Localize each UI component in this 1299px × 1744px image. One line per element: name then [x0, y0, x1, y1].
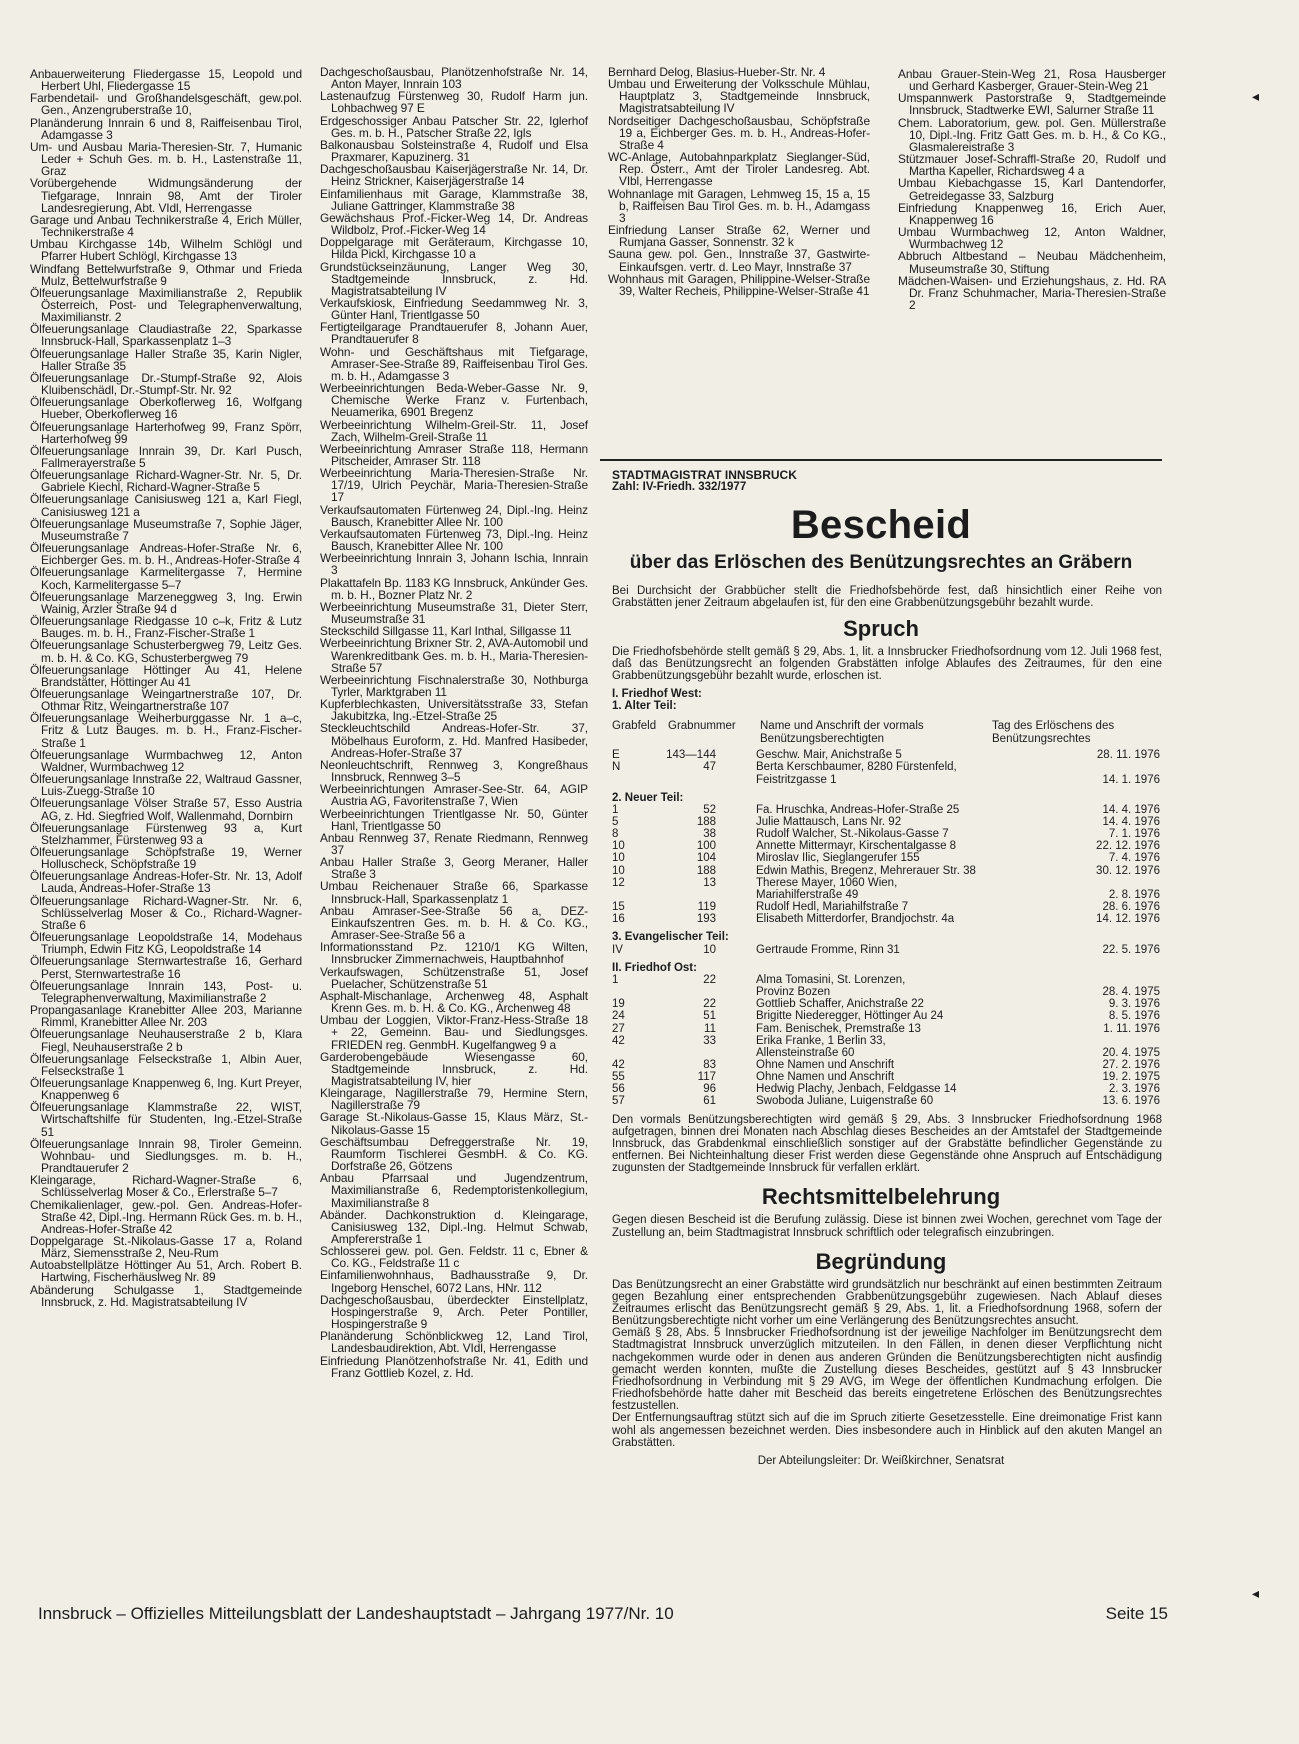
- column-1-building-permits: [30, 68, 302, 1308]
- permit-entry: Ölfeuerungsanlage Claudiastraße 22, Sparkasse Innsbruck-Hall, Sparkassenplatz 1–3: [30, 322, 302, 349]
- table-row: [612, 865, 1162, 877]
- begruendung-heading: Begründung: [815, 1248, 947, 1274]
- grave-field: [612, 986, 656, 998]
- permit-entry: Vorübergehende Widmungsänderung der Tiefgarage, Innrain 98, Amt der Tiroler Landesregierung, Abt. VIdl, Herrengasse: [30, 176, 302, 215]
- grave-number: 61: [703, 1095, 716, 1108]
- cell-spacer: [716, 1059, 756, 1071]
- grave-field: 19: [612, 998, 625, 1011]
- permit-entry: Ölfeuerungsanlage Weiherburggasse Nr. 1 a–c, Fritz & Lutz Bauges. m. b. H., Franz-Fischer-Straße 1: [30, 711, 302, 750]
- permit-entry: Propangasanlage Kranebitter Allee 203, Marianne Rimml, Kranebitter Allee Nr. 203: [30, 1003, 302, 1030]
- holder-name-address: Allensteinstraße 60: [756, 1046, 855, 1059]
- grave-number: 38: [703, 828, 716, 841]
- holder-name-address: Gertraude Fromme, Rinn 31: [756, 943, 900, 956]
- grave-number: 188: [696, 816, 716, 828]
- permit-entry: Ölfeuerungsanlage Museumstraße 7, Sophie Jäger, Museumstraße 7: [30, 516, 302, 543]
- cell-spacer: [716, 877, 756, 889]
- permit-entry: Grundstückseinzäunung, Langer Weg 30, Stadtgemeinde Innsbruck, z. Hd. Magistratsabteilung IV: [320, 259, 588, 298]
- grave-number: 22: [703, 973, 716, 986]
- grave-field: 8: [612, 828, 619, 841]
- grave-field: 55: [612, 1071, 625, 1084]
- permit-entry: Ölfeuerungsanlage Marzeneggweg 3, Ing. Erwin Wainig, Arzler Straße 94 d: [30, 589, 302, 616]
- permit-entry: Chem. Laboratorium, gew. pol. Gen. Müllerstraße 10, Dipl.-Ing. Fritz Gatt Ges. m. b. H., & Co KG., Glasmalereistraße 3: [898, 115, 1166, 154]
- holder-name-address: Gottlieb Schaffer, Anichstraße 22: [756, 998, 924, 1011]
- permit-entry: Werbeeinrichtungen Trientlgasse Nr. 50, Günter Hanl, Trientlgasse 50: [320, 806, 588, 833]
- permit-entry: Einfamilienhaus mit Garage, Klammstraße 38, Juliane Gattringer, Klammstraße 38: [320, 186, 588, 213]
- cemetery-section-heading: 1. Alter Teil:: [612, 700, 677, 713]
- cell-spacer: [716, 913, 756, 925]
- permit-entry: WC-Anlage, Autobahnparkplatz Sieglanger-Süd, Rep. Österr., Amt der Tiroler Landesreg. Abt. VIbl, Herrengasse: [608, 150, 870, 189]
- permit-entry: Fertigteilgarage Prandtauerufer 8, Johann Auer, Prandtauerufer 8: [320, 320, 588, 347]
- cell-spacer: [716, 816, 756, 828]
- permit-entry: Abbruch Altbestand – Neubau Mädchenheim, Museumstraße 30, Stiftung: [898, 249, 1166, 276]
- holder-name-address: Rudolf Walcher, St.-Nikolaus-Gasse 7: [756, 828, 949, 841]
- permit-entry: Verkaufskiosk, Einfriedung Seedammweg Nr. 3, Günter Hanl, Trientlgasse 50: [320, 295, 588, 323]
- permit-entry: Anbau Amraser-See-Straße 56 a, DEZ-Einkaufszentren Ges. m. b. H. & Co. KG., Amraser-See-Straße 56 a: [320, 903, 588, 943]
- permit-entry: Ölfeuerungsanlage Schöpfstraße 19, Werner Holluscheck, Schöpfstraße 19: [30, 845, 302, 872]
- grave-number: 51: [703, 1010, 716, 1023]
- table-column-headers: [612, 720, 1162, 745]
- permit-entry: Umbau der Loggien, Viktor-Franz-Hess-Straße 18 + 22, Gemeinn. Bau- und Siedlungsges. FRIEDEN reg. GenmbH. Kugelfangweg 9 a: [320, 1013, 588, 1052]
- grave-number: 119: [697, 901, 716, 914]
- grave-number: 188: [696, 864, 716, 877]
- cell-spacer: [716, 852, 756, 864]
- grave-field: 42: [612, 1034, 625, 1047]
- table-row: [612, 804, 1162, 816]
- begruendung-paragraph-1: Das Benützungsrecht an einer Grabstätte wird grundsätzlich nur beschränkt auf einen bestimmten Zeitraum gegen Bezahlung einer entsprechenden Grabbenützungsgebühr zugewiesen. Nach Ablauf dieses Zeitraumes erlischt das Benützungsrecht gemäß § 29, Abs. 1, lit. a Friedhofsordnung 1968, sofern der Benützungsberechtigte nicht vorher um eine Verlängerung des Benützungsrechtes ansucht.: [612, 1278, 1162, 1328]
- table-row: [612, 901, 1162, 913]
- permit-entry: Ölfeuerungsanlage Riedgasse 10 c–k, Fritz & Lutz Bauges. m. b. H., Franz-Fischer-Straße 1: [30, 614, 302, 641]
- permit-entry: Planänderung Schönblickweg 12, Land Tirol, Landesbaudirektion, Abt. VIdl, Herrengasse: [320, 1329, 588, 1356]
- cell-spacer: [716, 804, 756, 816]
- grave-field: 27: [612, 1022, 625, 1035]
- expiry-date: 1. 11. 1976: [1103, 1022, 1160, 1035]
- grave-number: 11: [704, 1022, 716, 1035]
- permit-entry: Ölfeuerungsanlage Fürstenweg 93 a, Kurt Stelzhammer, Fürstenweg 93 a: [30, 820, 302, 847]
- expiry-date: 14. 1. 1976: [1102, 773, 1160, 786]
- permit-entry: Ölfeuerungsanlage Wurmbachweg 12, Anton Waldner, Wurmbachweg 12: [30, 747, 302, 774]
- authority-name: STADTMAGISTRAT INNSBRUCK: [612, 468, 797, 482]
- cell-spacer: [716, 974, 756, 986]
- spruch-heading: Spruch: [843, 615, 919, 641]
- permit-entry: Schlosserei gew. pol. Gen. Feldstr. 11 c, Ebner & Co. KG., Feldstraße 11 c: [320, 1244, 588, 1271]
- grave-number: 33: [703, 1034, 716, 1047]
- permit-entry: Ölfeuerungsanlage Oberkoflerweg 16, Wolfgang Hueber, Oberkoflerweg 16: [30, 395, 302, 422]
- permit-entry: Doppelgarage mit Geräteraum, Kirchgasse 10, Hilda Pickl, Kirchgasse 10 a: [320, 235, 588, 262]
- permit-entry: Ölfeuerungsanlage Richard-Wagner-Str. Nr. 5, Dr. Gabriele Kiechl, Richard-Wagner-Straße 5: [30, 468, 302, 495]
- grave-number: 143—144: [666, 749, 716, 762]
- permit-entry: Autoabstellplätze Höttinger Au 51, Arch. Robert B. Hartwing, Fischerhäuslweg Nr. 89: [30, 1258, 302, 1285]
- grave-field: 57: [612, 1095, 625, 1108]
- permit-entry: Doppelgarage St.-Nikolaus-Gasse 17 a, Roland März, Siemensstraße 2, Neu-Rum: [30, 1234, 302, 1261]
- permit-entry: Einfriedung Knappenweg 16, Erich Auer, Knappenweg 16: [898, 200, 1166, 227]
- holder-name-address: Provinz Bozen: [756, 986, 831, 999]
- table-row: [612, 816, 1162, 828]
- permit-entry: Werbeeinrichtungen Beda-Weber-Gasse Nr. 9, Chemische Werke Franz v. Furtenbach, Neuamerika, 6901 Bregenz: [320, 381, 588, 420]
- column-header-name: Name und Anschrift der vormals Benützungsberechtigten: [760, 720, 924, 745]
- cell-spacer: [716, 1071, 756, 1083]
- expiry-date: [1056, 761, 1160, 773]
- grave-number: 22: [703, 998, 716, 1011]
- expiry-date: 22. 5. 1976: [1102, 943, 1160, 956]
- permit-entry: Wohn- und Geschäftshaus mit Tiefgarage, Amraser-See-Straße 89, Raiffeisenbau Tirol Ges. m. b. H., Adamgasse 3: [320, 344, 588, 383]
- permit-entry: Wohnhaus mit Garagen, Philippine-Welser-Straße 39, Walter Recheis, Philippine-Welser-Straße 41: [608, 271, 870, 298]
- holder-name-address: Mariahilferstraße 49: [756, 888, 859, 901]
- permit-entry: Einfriedung Planötzenhofstraße Nr. 41, Edith und Franz Gottlieb Kozel, z. Hd.: [320, 1353, 588, 1380]
- permit-entry: Ölfeuerungsanlage Dr.-Stumpf-Straße 92, Alois Kluibenschädl, Dr.-Stumpf-Str. Nr. 92: [30, 370, 302, 398]
- cell-spacer: [716, 998, 756, 1010]
- expiry-date: 9. 3. 1976: [1108, 998, 1160, 1011]
- cell-spacer: [716, 986, 756, 998]
- holder-name-address: Berta Kerschbaumer, 8280 Fürstenfeld,: [756, 761, 957, 774]
- grave-field: [612, 1047, 656, 1059]
- table-row: [612, 974, 1162, 986]
- permit-entry: Farbendetail- und Großhandelsgeschäft, gew.pol. Gen., Anzengruberstraße 10,: [30, 91, 302, 118]
- permit-entry: Anbau Rennweg 37, Renate Riedmann, Rennweg 37: [320, 830, 588, 857]
- permit-entry: Lastenaufzug Fürstenweg 30, Rudolf Harm jun. Lohbachweg 97 E: [320, 89, 588, 116]
- table-row: [612, 852, 1162, 864]
- grave-field: 15: [612, 901, 625, 914]
- holder-name-address: Feistritzgasse 1: [756, 773, 837, 786]
- rechtsmittel-heading: Rechtsmittelbelehrung: [761, 1184, 1001, 1210]
- permit-entry: Nordseitiger Dachgeschoßausbau, Schöpfstraße 19 a, Eichberger Ges. m. b. H., Andreas-Hofer-Straße 4: [608, 113, 870, 152]
- grave-field: 1: [612, 973, 619, 986]
- page-number: Seite 15: [1105, 1604, 1168, 1623]
- spruch-paragraph: Die Friedhofsbehörde stellt gemäß § 29, Abs. 1, lit. a Innsbrucker Friedhofsordnung vom 12. Juli 1968 fest, daß das Benützungsrecht an folgenden Grabstätten infolge Ablaufes des Zeitraumes, für den eine Grabbenützungsgebühr bezahlt wurde, erloschen ist.: [612, 645, 1162, 682]
- permit-entry: Ölfeuerungsanlage Innrain 98, Tiroler Gemeinn. Wohnbau- und Siedlungsges. m. b. H., Prandtauerufer 2: [30, 1136, 302, 1176]
- permit-entry: Steckschild Sillgasse 11, Karl Inthal, Sillgasse 11: [320, 624, 572, 639]
- permit-entry: Windfang Bettelwurfstraße 9, Othmar und Frieda Mulz, Bettelwurfstraße 9: [30, 261, 302, 288]
- permit-entry: Bernhard Delog, Blasius-Hueber-Str. Nr. 4: [608, 65, 826, 79]
- holder-name-address: Hedwig Plachy, Jenbach, Feldgasse 14: [756, 1083, 957, 1096]
- table-row: [612, 1047, 1162, 1059]
- cell-spacer: [716, 1035, 756, 1047]
- column-header-date: Tag des Erlöschens des Benützungsrechtes: [992, 720, 1115, 745]
- table-row: [612, 1071, 1162, 1083]
- permit-entry: Anbau Grauer-Stein-Weg 21, Rosa Hausberger und Gerhard Kasberger, Grauer-Stein-Weg 21: [898, 67, 1166, 94]
- expiry-date: 7. 1. 1976: [1108, 828, 1160, 841]
- permit-entry: Geschäftsumbau Defreggerstraße Nr. 19, Raumform Tischlerei GesmbH. & Co. KG. Dorfstraße 26, Götzens: [320, 1134, 588, 1174]
- column-header-grabnummer: Grabnummer: [668, 720, 736, 733]
- permit-entry: Ölfeuerungsanlage Innstraße 22, Waltraud Gassner, Luis-Zuegg-Straße 10: [30, 772, 302, 799]
- column-4-building-permits: [898, 68, 1166, 311]
- grave-field: IV: [612, 943, 623, 956]
- permit-entry: Werbeeinrichtungen Amraser-See-Str. 64, AGIP Austria AG, Favoritenstraße 7, Wien: [320, 782, 588, 809]
- holder-name-address: Annette Mittermayr, Kirschentalgasse 8: [756, 840, 957, 853]
- permit-entry: Werbeeinrichtung Brixner Str. 2, AVA-Automobil und Warenkreditbank Ges. m. b. H., Maria-Theresien-Straße 57: [320, 636, 588, 675]
- permit-entry: Anbau Haller Straße 3, Georg Meraner, Haller Straße 3: [320, 855, 588, 882]
- permit-entry: Plakattafeln Bp. 1183 KG Innsbruck, Ankünder Ges. m. b. H., Bozner Platz Nr. 2: [320, 575, 588, 602]
- permit-entry: Verkaufswagen, Schützenstraße 51, Josef Puelacher, Schützenstraße 51: [320, 964, 588, 991]
- grave-field: 10: [612, 852, 625, 865]
- holder-name-address: Alma Tomasini, St. Lorenzen,: [756, 973, 906, 986]
- permit-entry: Werbeeinrichtung Innrain 3, Johann Ischia, Innrain 3: [320, 551, 588, 578]
- expiry-date: 13. 6. 1976: [1102, 1095, 1160, 1108]
- grave-number: 193: [696, 913, 716, 926]
- grave-field: 1: [612, 803, 619, 816]
- cell-spacer: [716, 1095, 756, 1107]
- holder-name-address: Therese Mayer, 1060 Wien,: [756, 876, 898, 889]
- permit-entry: Sauna gew. pol. Gen., Innstraße 37, Gastwirte-Einkaufsgen. vertr. d. Leo Mayr, Innstraße 37: [608, 247, 870, 274]
- permit-entry: Garage und Anbau Technikerstraße 4, Erich Müller, Technikerstraße 4: [30, 212, 302, 240]
- permit-entry: Abänder. Dachkonstruktion d. Kleingarage, Canisiusweg 132, Dipl.-Ing. Helmut Schwab, Ampfererstraße 1: [320, 1207, 588, 1246]
- permit-entry: Werbeeinrichtung Fischnalerstraße 30, Nothburga Tyrler, Marktgraben 11: [320, 672, 588, 699]
- cell-spacer: [716, 865, 756, 877]
- permit-entry: Ölfeuerungsanlage Andreas-Hofer-Str. Nr. 13, Adolf Lauda, Andreas-Hofer-Straße 13: [30, 869, 302, 896]
- permit-entry: Abänderung Schulgasse 1, Stadtgemeinde Innsbruck, z. Hd. Magistratsabteilung IV: [30, 1282, 302, 1309]
- permit-entry: Ölfeuerungsanlage Richard-Wagner-Str. Nr. 6, Schlüsselverlag Moser & Co., Richard-Wagner-Straße 6: [30, 893, 302, 932]
- expiry-date: 27. 2. 1976: [1102, 1058, 1160, 1071]
- permit-entry: Erdgeschossiger Anbau Patscher Str. 22, Iglerhof Ges. m. b. H., Patscher Straße 22, Igls: [320, 113, 588, 140]
- begruendung-paragraph-2: Gemäß § 28, Abs. 5 Innsbrucker Friedhofsordnung ist der jeweilige Nachfolger im Benützungsrecht dem Stadtmagistrat Innsbruck unverzüglich mitzuteilen. In den Fällen, in denen dieser Verpflichtung nicht nachgekommen wurde oder in denen aus anderen Gründen die Benützungsberechtigten nicht ausfindig gemacht werden konnten, mußte die Zustellung dieses Bescheides, gestützt auf § 43 Innsbrucker Friedhofsordnung in Verbindung mit § 29 AVG, im Wege der öffentlichen Kundmachung erfolgen. Die Friedhofsbehörde hatte daher mit Bescheid das bereits eingetretene Erlöschen des Benützungsrechtes festzustellen.: [612, 1327, 1162, 1413]
- column-3-building-permits: [608, 66, 870, 297]
- table-row: [612, 998, 1162, 1010]
- permit-entry: Ölfeuerungsanlage Weingartnerstraße 107, Dr. Othmar Ritz, Weingartnerstraße 107: [30, 686, 302, 714]
- cemetery-section-heading: 3. Evangelischer Teil:: [612, 931, 729, 944]
- grave-field: 42: [612, 1058, 625, 1071]
- permit-entry: Ölfeuerungsanlage Schusterbergweg 79, Leitz Ges. m. b. H. & Co. KG, Schusterbergweg 79: [30, 638, 302, 665]
- permit-entry: Ölfeuerungsanlage Leopoldstraße 14, Modehaus Triumph, Edwin Fitz KG, Leopoldstraße 14: [30, 930, 302, 957]
- permit-entry: Neonleuchtschrift, Rennweg 3, Kongreßhaus Innsbruck, Rennweg 3–5: [320, 757, 588, 785]
- holder-name-address: Swoboda Juliane, Luigenstraße 60: [756, 1095, 934, 1108]
- grave-field: 16: [612, 913, 625, 926]
- permit-entry: Ölfeuerungsanlage Knappenweg 6, Ing. Kurt Preyer, Knappenweg 6: [30, 1075, 302, 1103]
- table-row: [612, 1035, 1162, 1047]
- expiry-date: 14. 4. 1976: [1102, 816, 1160, 828]
- holder-name-address: Brigitte Niederegger, Höttinger Au 24: [756, 1010, 944, 1023]
- permit-entry: Ölfeuerungsanlage Höttinger Au 41, Helene Brandstätter, Höttinger Au 41: [30, 662, 302, 689]
- table-row: [612, 1095, 1162, 1107]
- expiry-date: 22. 12. 1976: [1096, 840, 1160, 853]
- expiry-date: [1056, 974, 1160, 986]
- signature-line: Der Abteilungsleiter: Dr. Weißkirchner, Senatsrat: [757, 1454, 1005, 1467]
- permit-entry: Ölfeuerungsanlage Neuhauserstraße 2 b, Klara Fiegl, Neuhauserstraße 2 b: [30, 1027, 302, 1054]
- permit-entry: Umbau Wurmbachweg 12, Anton Waldner, Wurmbachweg 12: [898, 225, 1166, 252]
- permit-entry: Planänderung Innrain 6 und 8, Raiffeisenbau Tirol, Adamgasse 3: [30, 115, 302, 142]
- holder-name-address: Elisabeth Mitterdorfer, Brandjochstr. 4a: [756, 913, 955, 926]
- grave-number: 52: [703, 803, 716, 816]
- permit-entry: Umspannwerk Pastorstraße 9, Stadtgemeinde Innsbruck, Stadtwerke EWI, Salurner Straße 11: [898, 91, 1166, 118]
- table-row: [612, 986, 1162, 998]
- permit-entry: Ölfeuerungsanlage Innrain 39, Dr. Karl Pusch, Fallmerayerstraße 5: [30, 443, 302, 470]
- permit-entry: Umbau Reichenauer Straße 66, Sparkasse Innsbruck-Hall, Sparkassenplatz 1: [320, 879, 588, 906]
- removal-order-paragraph: Den vormals Benützungsberechtigten wird gemäß § 29, Abs. 3 Innsbrucker Friedhofsordnung 1968 aufgetragen, binnen drei Monaten nach Abschlag dieses Bescheides an der Amtstafel der Stadtgemeinde Innsbruck, das Grabdenkmal einschließlich sonstiger auf der Grabstätte befindlicher Gegenstände zu entfernen. Bei Nichteinhaltung dieser Frist werden diese Gegenstände ohne Anspruch auf Entschädigung zugunsten der Stadtgemeinde Innsbruck für verfallen erklärt.: [612, 1113, 1162, 1175]
- table-row: [612, 913, 1162, 925]
- holder-name-address: Rudolf Hedl, Mariahilfstraße 7: [756, 901, 909, 914]
- holder-name-address: Julie Mattausch, Lans Nr. 92: [756, 816, 902, 828]
- grave-field: [612, 889, 656, 901]
- permit-entry: Ölfeuerungsanlage Haller Straße 35, Karin Nigler, Haller Straße 35: [30, 346, 302, 373]
- cell-spacer: [716, 749, 756, 761]
- permit-entry: Asphalt-Mischanlage, Archenweg 48, Asphalt Krenn Ges. m. b. H. & Co. KG., Archenweg 48: [320, 988, 588, 1016]
- grave-number: 13: [703, 876, 716, 889]
- expiry-date: 2. 3. 1976: [1108, 1083, 1160, 1096]
- holder-name-address: Fam. Benischek, Premstraße 13: [756, 1022, 921, 1035]
- grave-number: 10: [703, 943, 716, 956]
- expiry-date: 14. 4. 1976: [1102, 803, 1160, 816]
- permit-entry: Ölfeuerungsanlage Felseckstraße 1, Albin Auer, Felseckstraße 1: [30, 1051, 302, 1078]
- permit-entry: Verkaufsautomaten Fürtenweg 24, Dipl.-Ing. Heinz Bausch, Kranebitter Allee Nr. 100: [320, 502, 588, 529]
- holder-name-address: Ohne Namen und Anschrift: [756, 1071, 895, 1084]
- expiry-date: 20. 4. 1975: [1102, 1046, 1160, 1059]
- expiry-date: 8. 5. 1976: [1108, 1010, 1160, 1023]
- expiry-date: 14. 12. 1976: [1096, 913, 1160, 926]
- permit-entry: Einfriedung Lanser Straße 62, Werner und Rumjana Gasser, Sonnenstr. 32 k: [608, 223, 870, 250]
- intro-paragraph: Bei Durchsicht der Grabbücher stellt die Friedhofsbehörde fest, daß hinsichtlich einer Reihe von Grabstätten jener Zeitraum abgelaufen ist, für den eine Grabbenützungsgebühr bezahlt wurde.: [612, 585, 1162, 610]
- permit-entry: Werbeeinrichtung Wilhelm-Greil-Str. 11, Josef Zach, Wilhelm-Greil-Straße 11: [320, 417, 588, 444]
- reference-number: Zahl: IV-Friedh. 332/1977: [612, 481, 747, 494]
- grave-number: 47: [703, 761, 716, 774]
- begruendung-paragraph-3: Der Entfernungsauftrag stützt sich auf die im Spruch zitierte Gesetzesstelle. Eine dreimonatige Frist kann wohl als angemessen bezeichnet werden. Dies insbesondere auch in Hinblick auf den akuten Mangel an Grabstätten.: [612, 1412, 1162, 1449]
- permit-entry: Ölfeuerungsanlage Karmelitergasse 7, Hermine Koch, Karmelitergasse 5–7: [30, 565, 302, 592]
- holder-name-address: Geschw. Mair, Anichstraße 5: [756, 749, 902, 762]
- permit-entry: Um- und Ausbau Maria-Theresien-Str. 7, Humanic Leder + Schuh Ges. m. b. H., Lastenstraße 11, Graz: [30, 139, 302, 179]
- permit-entry: Dachgeschoßausbau, Planötzenhofstraße Nr. 14, Anton Mayer, Innrain 103: [320, 65, 588, 92]
- cell-spacer: [716, 761, 756, 773]
- cell-spacer: [716, 1047, 756, 1059]
- permit-entry: Anbauerweiterung Fliedergasse 15, Leopold und Herbert Uhl, Fliedergasse 15: [30, 67, 302, 94]
- table-row: [612, 1010, 1162, 1022]
- permit-entry: Steckleuchtschild Andreas-Hofer-Str. 37, Möbelhaus Euroform, z. Hd. Manfred Hasibeder, Andreas-Hofer-Straße 37: [320, 721, 588, 760]
- bescheid-notice: [600, 459, 1162, 1467]
- holder-name-address: Fa. Hruschka, Andreas-Hofer-Straße 25: [756, 803, 960, 816]
- permit-entry: Verkaufsautomaten Fürtenweg 73, Dipl.-Ing. Heinz Bausch, Kranebitter Allee Nr. 100: [320, 526, 588, 554]
- cell-spacer: [716, 774, 756, 786]
- grave-table: [600, 688, 1162, 1108]
- permit-entry: Ölfeuerungsanlage Maximilianstraße 2, Republik Österreich, Post- und Telegraphenverwaltung, Maximilianstr. 2: [30, 285, 302, 325]
- cell-spacer: [716, 1010, 756, 1022]
- permit-entry: Balkonausbau Solsteinstraße 4, Rudolf und Elsa Praxmarer, Kapuzinerg. 31: [320, 137, 588, 165]
- permit-entry: Gewächshaus Prof.-Ficker-Weg 14, Dr. Andreas Wildbolz, Prof.-Ficker-Weg 14: [320, 210, 588, 238]
- table-row: [612, 774, 1162, 786]
- grave-number: [656, 986, 716, 998]
- cell-spacer: [716, 1023, 756, 1035]
- permit-entry: Ölfeuerungsanlage Völser Straße 57, Esso Austria AG, z. Hd. Siegfried Wolf, Wallenmahd, Dornbirn: [30, 796, 302, 823]
- grave-number: [656, 774, 716, 786]
- holder-name-address: Miroslav Ilic, Sieglangerufer 155: [756, 852, 920, 865]
- cell-spacer: [716, 840, 756, 852]
- expiry-date: 28. 6. 1976: [1102, 901, 1160, 914]
- table-row: [612, 877, 1162, 889]
- grave-field: 10: [612, 864, 625, 877]
- cell-spacer: [716, 1083, 756, 1095]
- grave-number: 96: [703, 1083, 716, 1096]
- permit-entry: Wohnanlage mit Garagen, Lehmweg 15, 15 a, 15 b, Raiffeisen Bau Tirol Ges. m. b. H., Adamgass 3: [608, 186, 870, 225]
- column-2-building-permits: [320, 66, 588, 1379]
- table-row: [612, 889, 1162, 901]
- grave-field: 5: [612, 816, 619, 828]
- permit-entry: Garderobengebäude Wiesengasse 60, Stadtgemeinde Innsbruck, z. Hd. Magistratsabteilung IV, hier: [320, 1049, 588, 1088]
- cemetery-section-heading: I. Friedhof West:: [612, 688, 702, 701]
- cell-spacer: [716, 901, 756, 913]
- grave-field: 24: [612, 1010, 625, 1023]
- permit-entry: Werbeeinrichtung Amraser Straße 118, Hermann Pitscheider, Amraser Str. 118: [320, 441, 588, 468]
- permit-entry: Umbau Kiebachgasse 15, Karl Dantendorfer, Getreidegasse 33, Salzburg: [898, 176, 1166, 203]
- permit-entry: Werbeeinrichtung Museumstraße 31, Dieter Sterr, Museumstraße 31: [320, 599, 588, 627]
- permit-entry: Mädchen-Waisen- und Erziehungshaus, z. Hd. RA Dr. Franz Schuhmacher, Maria-Theresien-Straße 2: [898, 273, 1166, 312]
- grave-number: 83: [703, 1058, 716, 1071]
- margin-mark: ◂: [1252, 1585, 1260, 1601]
- table-row: [612, 761, 1162, 773]
- page-footer: [38, 1604, 1168, 1624]
- cell-spacer: [716, 828, 756, 840]
- permit-entry: Ölfeuerungsanlage Andreas-Hofer-Straße Nr. 6, Eichberger Ges. m. b. H., Andreas-Hofer-Straße 4: [30, 541, 302, 568]
- permit-entry: Ölfeuerungsanlage Sternwartestraße 16, Gerhard Perst, Sternwartestraße 16: [30, 954, 302, 981]
- rechtsmittel-paragraph: Gegen diesen Bescheid ist die Berufung zulässig. Diese ist binnen zwei Wochen, gerechnet vom Tage der Zustellung an, beim Stadtmagistrat Innsbruck schriftlich oder telegrafisch einzubringen.: [612, 1214, 1162, 1239]
- margin-mark: ◂: [1252, 88, 1260, 104]
- table-row: [612, 828, 1162, 840]
- grave-field: [612, 774, 656, 786]
- table-row: [612, 749, 1162, 761]
- expiry-date: 30. 12. 1976: [1096, 864, 1160, 877]
- publication-title: Innsbruck – Offizielles Mitteilungsblatt der Landeshauptstadt – Jahrgang 1977/Nr. 10: [38, 1604, 674, 1623]
- permit-entry: Umbau Kirchgasse 14b, Wilhelm Schlögl und Pfarrer Hubert Schlögl, Kirchgasse 13: [30, 237, 302, 264]
- permit-entry: Ölfeuerungsanlage Klammstraße 22, WIST, Wirtschaftshilfe für Studenten, Ing.-Etzel-Straße 51: [30, 1100, 302, 1139]
- grave-number: 117: [697, 1071, 716, 1084]
- cemetery-section-heading: II. Friedhof Ost:: [612, 961, 697, 974]
- grave-field: N: [612, 761, 621, 774]
- expiry-date: 7. 4. 1976: [1108, 852, 1160, 865]
- permit-entry: Umbau und Erweiterung der Volksschule Mühlau, Hauptplatz 3, Stadtgemeinde Innsbruck, Magistratsabteilung IV: [608, 77, 870, 116]
- grave-field: E: [612, 749, 620, 762]
- cell-spacer: [716, 944, 756, 956]
- notice-subtitle: über das Erlöschen des Benützungsrechtes an Gräbern: [629, 552, 1133, 574]
- grave-field: 12: [612, 876, 625, 889]
- expiry-date: [1056, 1035, 1160, 1047]
- holder-name-address: Erika Franke, 1 Berlin 33,: [756, 1034, 886, 1047]
- permit-entry: Ölfeuerungsanlage Harterhofweg 99, Franz Spörr, Harterhofweg 99: [30, 419, 302, 446]
- permit-entry: Ölfeuerungsanlage Innrain 143, Post- u. Telegraphenverwaltung, Maximilianstraße 2: [30, 978, 302, 1005]
- expiry-date: 28. 4. 1975: [1102, 986, 1160, 999]
- table-row: [612, 1059, 1162, 1071]
- grave-number: [656, 1047, 716, 1059]
- expiry-date: [1056, 877, 1160, 889]
- permit-entry: Dachgeschoßausbau Kaiserjägerstraße Nr. 14, Dr. Heinz Strickner, Kaiserjägerstraße 14: [320, 162, 588, 189]
- holder-name-address: Edwin Mathis, Bregenz, Mehrerauer Str. 38: [756, 864, 976, 877]
- grave-field: 10: [612, 840, 625, 853]
- permit-entry: Chemikalienlager, gew.-pol. Gen. Andreas-Hofer-Straße 42, Dipl.-Ing. Hermann Rück Ges. m. b. H., Andreas-Hofer-Straße 42: [30, 1197, 302, 1236]
- permit-entry: Kupferblechkasten, Universitätsstraße 33, Stefan Jakubitzka, Ing.-Etzel-Straße 25: [320, 697, 588, 724]
- table-row: [612, 840, 1162, 852]
- permit-entry: Garage St.-Nikolaus-Gasse 15, Klaus März, St.-Nikolaus-Gasse 15: [320, 1110, 588, 1137]
- table-row: [612, 1083, 1162, 1095]
- cell-spacer: [716, 889, 756, 901]
- permit-entry: Dachgeschoßausbau, überdeckter Einstellplatz, Hospingerstraße 9, Arch. Peter Pontiller, Hospingerstraße 9: [320, 1292, 588, 1332]
- permit-entry: Ölfeuerungsanlage Canisiusweg 121 a, Karl Fiegl, Canisiusweg 121 a: [30, 492, 302, 519]
- expiry-date: 19. 2. 1975: [1102, 1071, 1160, 1084]
- permit-entry: Einfamilienwohnhaus, Badhausstraße 9, Dr. Ingeborg Henschel, 6072 Lans, HNr. 112: [320, 1268, 588, 1295]
- permit-entry: Kleingarage, Nagillerstraße 79, Hermine Stern, Nagillerstraße 79: [320, 1086, 588, 1113]
- permit-entry: Kleingarage, Richard-Wagner-Straße 6, Schlüsselverlag Moser & Co., Erlerstraße 5–7: [30, 1173, 302, 1200]
- expiry-date: 2. 8. 1976: [1108, 888, 1160, 901]
- table-row: [612, 944, 1162, 956]
- permit-entry: Informationsstand Pz. 1210/1 KG Wilten, Innsbrucker Zimmernachweis, Hauptbahnhof: [320, 940, 588, 967]
- grave-field: 56: [612, 1083, 625, 1096]
- table-row: [612, 1023, 1162, 1035]
- expiry-date: 28. 11. 1976: [1096, 749, 1160, 762]
- grave-number: 100: [696, 840, 716, 853]
- permit-entry: Werbeeinrichtung Maria-Theresien-Straße Nr. 17/19, Ulrich Peychär, Maria-Theresien-Straße 17: [320, 466, 588, 505]
- column-header-grabfeld: Grabfeld: [612, 720, 657, 733]
- grave-number: 104: [696, 852, 716, 865]
- notice-title: Bescheid: [790, 503, 972, 548]
- holder-name-address: Ohne Namen und Anschrift: [756, 1058, 895, 1071]
- grave-number: [656, 889, 716, 901]
- permit-entry: Anbau Pfarrsaal und Jugendzentrum, Maximilianstraße 6, Redemptoristenkollegium, Maximilianstraße 8: [320, 1171, 588, 1210]
- cemetery-section-heading: 2. Neuer Teil:: [612, 791, 684, 804]
- permit-entry: Stützmauer Josef-Schraffl-Straße 20, Rudolf und Martha Kapeller, Richardsweg 4 a: [898, 152, 1166, 179]
